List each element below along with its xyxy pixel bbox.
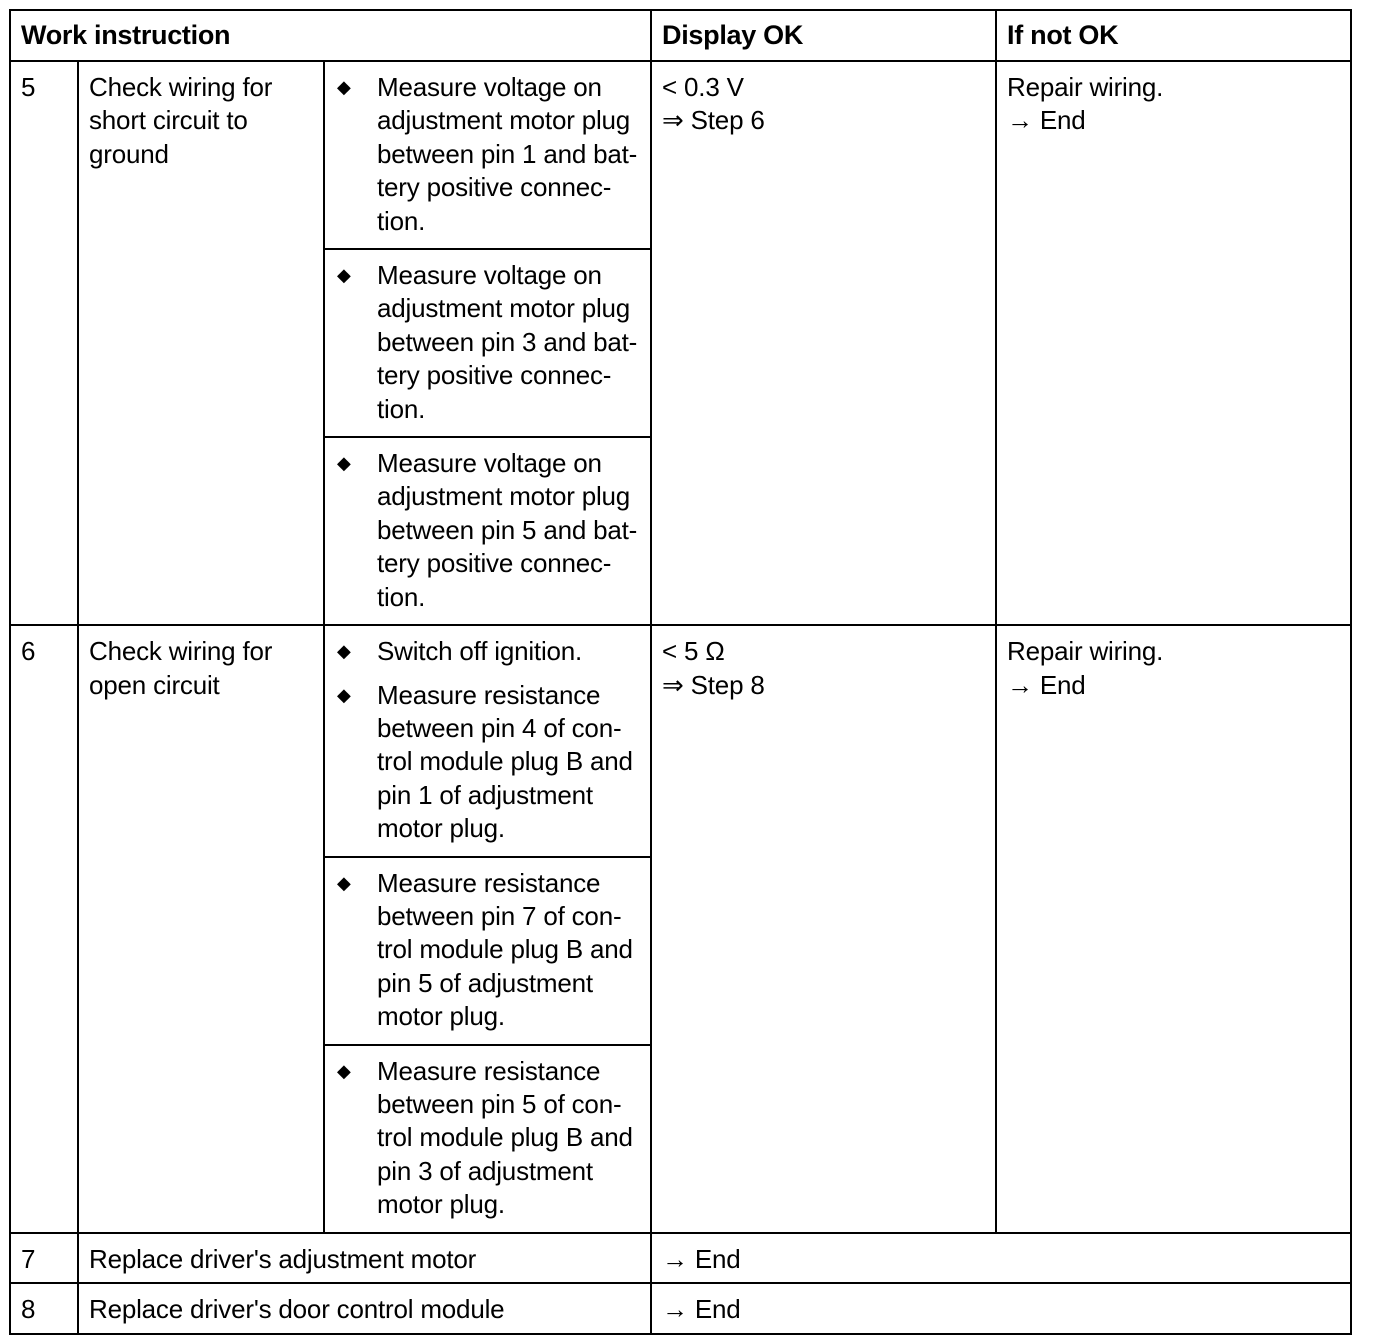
header-work-instruction: Work instruction: [10, 10, 651, 61]
step-description: Replace driver's adjustment motor: [78, 1233, 651, 1283]
if-not-ok-cell: [996, 61, 1351, 625]
diamond-bullet-icon: ◆: [337, 1060, 351, 1081]
step-description-text: Check wiring for open circuit: [89, 636, 273, 700]
instruction-text: Measure voltage on adjustment motor plug between pin 1 and bat- tery positive connec- tion.: [377, 72, 638, 236]
work-instruction-table: [9, 9, 1352, 1335]
display-ok-value: < 5 Ω ⇒ Step 8: [662, 636, 765, 700]
instruction-text: Switch off ignition.: [377, 636, 583, 667]
step-number: 5: [10, 61, 78, 625]
diamond-bullet-icon: ◆: [337, 872, 351, 893]
diamond-bullet-icon: ◆: [337, 77, 351, 97]
header-display-ok: Display OK: [651, 10, 996, 61]
diamond-bullet-icon: ◆: [337, 453, 351, 474]
header-row: [10, 10, 1351, 61]
diamond-bullet-icon: ◆: [337, 641, 351, 662]
step-description-text: Check wiring for short circuit to ground: [89, 72, 273, 169]
table-row: [10, 1283, 1351, 1334]
instruction-text: Measure voltage on adjustment motor plug between pin 3 and bat- tery positive connec- tion.: [377, 260, 638, 424]
instruction-cell: [324, 61, 651, 249]
instruction-cell: [324, 437, 651, 625]
display-ok-value: < 0.3 V ⇒ Step 6: [662, 72, 765, 136]
diamond-bullet-icon: ◆: [337, 265, 351, 286]
step-result: → End: [651, 1283, 1351, 1334]
step-result: → End: [651, 1233, 1351, 1283]
step-description: [78, 625, 324, 1233]
diamond-bullet-icon: ◆: [337, 684, 351, 705]
table-row: [10, 625, 1351, 856]
instruction-item: [335, 259, 640, 426]
display-ok-cell: [651, 625, 996, 1233]
step-number: 7: [10, 1233, 78, 1283]
table-row: [10, 1233, 1351, 1283]
instruction-item: [335, 679, 640, 846]
if-not-ok-value: Repair wiring. → End: [1007, 72, 1164, 136]
instruction-cell: [324, 625, 651, 856]
header-if-not-ok: If not OK: [996, 10, 1351, 61]
step-description: [78, 61, 324, 625]
display-ok-cell: [651, 61, 996, 625]
instruction-item: [335, 447, 640, 614]
instruction-text: Measure resistance between pin 5 of con- trol module plug B and pin 3 of adjustment motor plug.: [377, 1055, 633, 1220]
step-description: Replace driver's door control module: [78, 1283, 651, 1334]
step-number: 8: [10, 1283, 78, 1334]
instruction-text: Measure resistance between pin 4 of con- trol module plug B and pin 1 of adjustment motor plug.: [377, 679, 633, 844]
instruction-cell: [324, 1045, 651, 1233]
instruction-cell: [324, 249, 651, 437]
step-number: 6: [10, 625, 78, 1233]
instruction-item: [335, 71, 640, 238]
instruction-cell: [324, 857, 651, 1045]
instruction-item: [335, 867, 640, 1034]
if-not-ok-value: Repair wiring. → End: [1007, 636, 1164, 700]
instruction-text: Measure voltage on adjustment motor plug between pin 5 and bat- tery positive connec- tion.: [377, 448, 638, 612]
instruction-item: [335, 635, 640, 668]
work-instruction-sheet: [9, 9, 1350, 1324]
instruction-text: Measure resistance between pin 7 of con- trol module plug B and pin 5 of adjustment motor plug.: [377, 867, 633, 1032]
instruction-item: [335, 1055, 640, 1222]
if-not-ok-cell: [996, 625, 1351, 1233]
table-row: [10, 61, 1351, 249]
